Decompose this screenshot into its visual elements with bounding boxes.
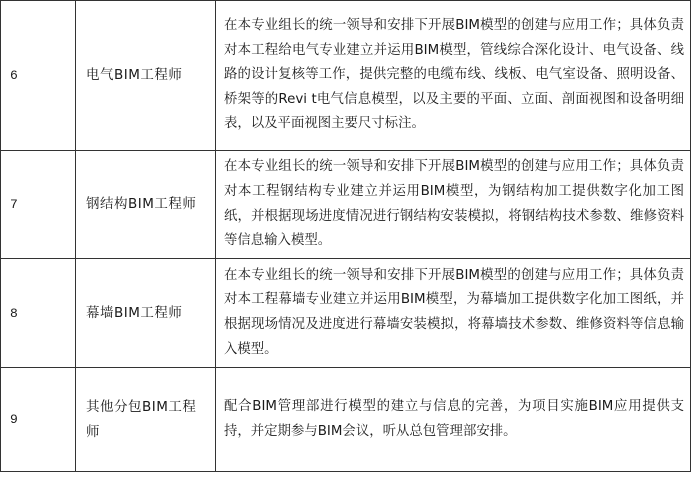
table-row [1,1,691,151]
row-number: 8 [1,259,76,368]
description-text: 配合BIM管理部进行模型的建立与信息的完善，为项目实施BIM应用提供支持，并定期参与BIM会议，听从总包管理部安排。 [224,398,684,439]
role-description [216,259,691,368]
table-row [1,151,691,259]
role-name: 幕墙BIM工程师 [76,259,216,368]
table-row [1,259,691,368]
description-text: 在本专业组长的统一领导和安排下开展BIM模型的创建与应用工作；具体负责对本工程给电气专业建立并运用BIM模型，管线综合深化设计、电气设备、线路的设计复核等工作，提供完整的电缆布线、线板、电气室设备、照明设备、桥架等的Revi t电气信息模型，以及主要的平面、立面、剖面视图和设备明细表，以及平面视图主要尺寸标注。 [224,18,684,132]
table-row [1,368,691,472]
role-name: 电气BIM工程师 [76,1,216,151]
description-text: 在本专业组长的统一领导和安排下开展BIM模型的创建与应用工作；具体负责对本工程幕墙专业建立并运用BIM模型，为幕墙加工提供数字化加工图纸，并根据现场情况及进度进行幕墙安装模拟，将幕墙技术参数、维修资料等信息输入模型。 [224,267,684,357]
row-number: 9 [1,368,76,472]
description-text: 在本专业组长的统一领导和安排下开展BIM模型的创建与应用工作；具体负责对本工程钢结构专业建立并运用BIM模型，为钢结构加工提供数字化加工图纸，并根据现场进度情况进行钢结构安装模拟，将钢结构技术参数、维修资料等信息输入模型。 [224,159,684,249]
role-name: 钢结构BIM工程师 [76,151,216,259]
role-description [216,1,691,151]
role-description [216,151,691,259]
row-number: 7 [1,151,76,259]
role-description [216,368,691,472]
row-number: 6 [1,1,76,151]
role-name: 其他分包BIM工程师 [76,368,216,472]
